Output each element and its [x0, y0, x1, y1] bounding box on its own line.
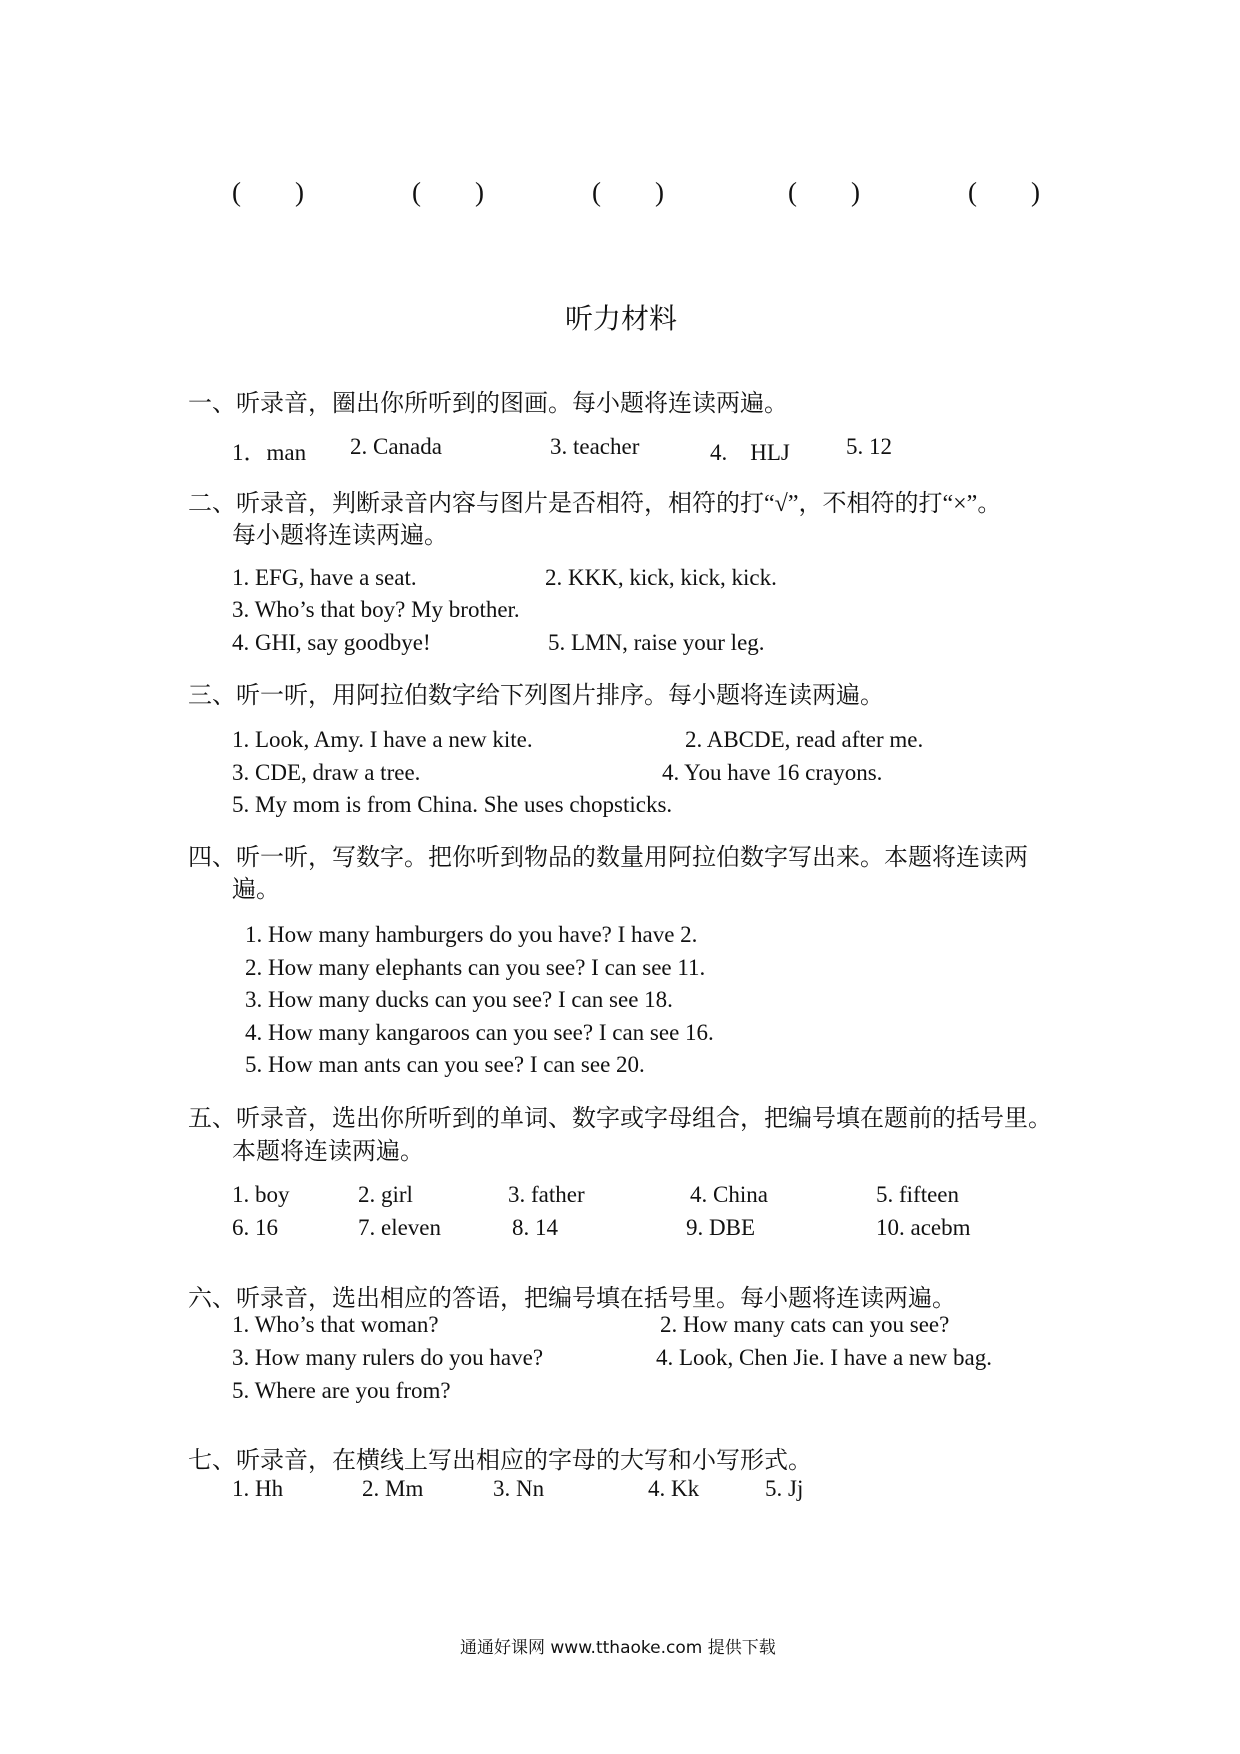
list-item: 3. teacher	[550, 434, 640, 459]
section-heading: 三、听一听，用阿拉伯数字给下列图片排序。每小题将连读两遍。	[188, 683, 884, 709]
list-item: 3. Nn	[493, 1476, 545, 1501]
list-item: 5. LMN, raise your leg.	[548, 630, 765, 655]
section-heading: 七、听录音，在横线上写出相应的字母的大写和小写形式。	[188, 1448, 812, 1474]
list-item: 4. You have 16 crayons.	[662, 760, 883, 785]
answer-paren-1: ( )	[232, 177, 304, 207]
list-item: 2. Mm	[362, 1476, 424, 1501]
footer-text: 通通好课网 www.tthaoke.com 提供下载	[460, 1638, 776, 1658]
list-item: 10. acebm	[876, 1215, 971, 1240]
section-heading: 六、听录音，选出相应的答语，把编号填在括号里。每小题将连读两遍。	[188, 1286, 956, 1312]
list-item: 3. Who’s that boy? My brother.	[232, 597, 520, 622]
answer-paren-4: ( )	[788, 177, 860, 207]
list-item: 5. My mom is from China. She uses chopsticks.	[232, 792, 673, 817]
list-item: 5. 12	[846, 434, 892, 459]
list-item: 3. CDE, draw a tree.	[232, 760, 421, 785]
list-item: 2. How many cats can you see?	[660, 1312, 950, 1337]
list-item: 3. How many ducks can you see? I can see 18.	[245, 987, 673, 1012]
list-item: 4. HLJ	[710, 440, 790, 465]
section-heading-cont: 每小题将连读两遍。	[232, 523, 448, 549]
section-heading-cont: 本题将连读两遍。	[232, 1139, 424, 1165]
list-item: 5. Where are you from?	[232, 1378, 451, 1403]
list-item: 1．man	[232, 440, 307, 465]
list-item: 2. Canada	[350, 434, 442, 459]
list-item: 5. How man ants can you see? I can see 20.	[245, 1052, 645, 1077]
list-item: 8. 14	[512, 1215, 558, 1240]
list-item: 1. Look, Amy. I have a new kite.	[232, 727, 533, 752]
list-item: 3. father	[508, 1182, 585, 1207]
section-heading: 一、听录音，圈出你所听到的图画。每小题将连读两遍。	[188, 391, 788, 417]
list-item: 4. GHI, say goodbye!	[232, 630, 431, 655]
list-item: 5. fifteen	[876, 1182, 960, 1207]
section-heading-cont: 遍。	[232, 877, 280, 903]
answer-paren-3: ( )	[592, 177, 664, 207]
list-item: 1. Hh	[232, 1476, 284, 1501]
list-item: 2. How many elephants can you see? I can see 11.	[245, 955, 706, 980]
list-item: 4. China	[690, 1182, 768, 1207]
list-item: 7. eleven	[358, 1215, 442, 1240]
list-item: 5. Jj	[765, 1476, 804, 1501]
answer-paren-5: ( )	[968, 177, 1040, 207]
page-title: 听力材料	[565, 304, 678, 335]
list-item: 2. KKK, kick, kick, kick.	[545, 565, 777, 590]
list-item: 1. EFG, have a seat.	[232, 565, 417, 590]
section-heading: 五、听录音，选出你所听到的单词、数字或字母组合，把编号填在题前的括号里。	[188, 1106, 1052, 1132]
section-heading: 二、听录音，判断录音内容与图片是否相符，相符的打“√”，不相符的打“×”。	[188, 491, 1002, 517]
list-item: 1. How many hamburgers do you have? I have 2.	[245, 922, 698, 947]
answer-paren-2: ( )	[412, 177, 484, 207]
list-item: 1. boy	[232, 1182, 290, 1207]
list-item: 3. How many rulers do you have?	[232, 1345, 544, 1370]
list-item: 4. Look, Chen Jie. I have a new bag.	[656, 1345, 992, 1370]
list-item: 4. Kk	[648, 1476, 700, 1501]
list-item: 1. Who’s that woman?	[232, 1312, 439, 1337]
list-item: 2. girl	[358, 1182, 413, 1207]
list-item: 9. DBE	[686, 1215, 755, 1240]
section-heading: 四、听一听，写数字。把你听到物品的数量用阿拉伯数字写出来。本题将连读两	[188, 845, 1028, 871]
list-item: 4. How many kangaroos can you see? I can see 16.	[245, 1020, 714, 1045]
list-item: 2. ABCDE, read after me.	[685, 727, 924, 752]
list-item: 6. 16	[232, 1215, 278, 1240]
